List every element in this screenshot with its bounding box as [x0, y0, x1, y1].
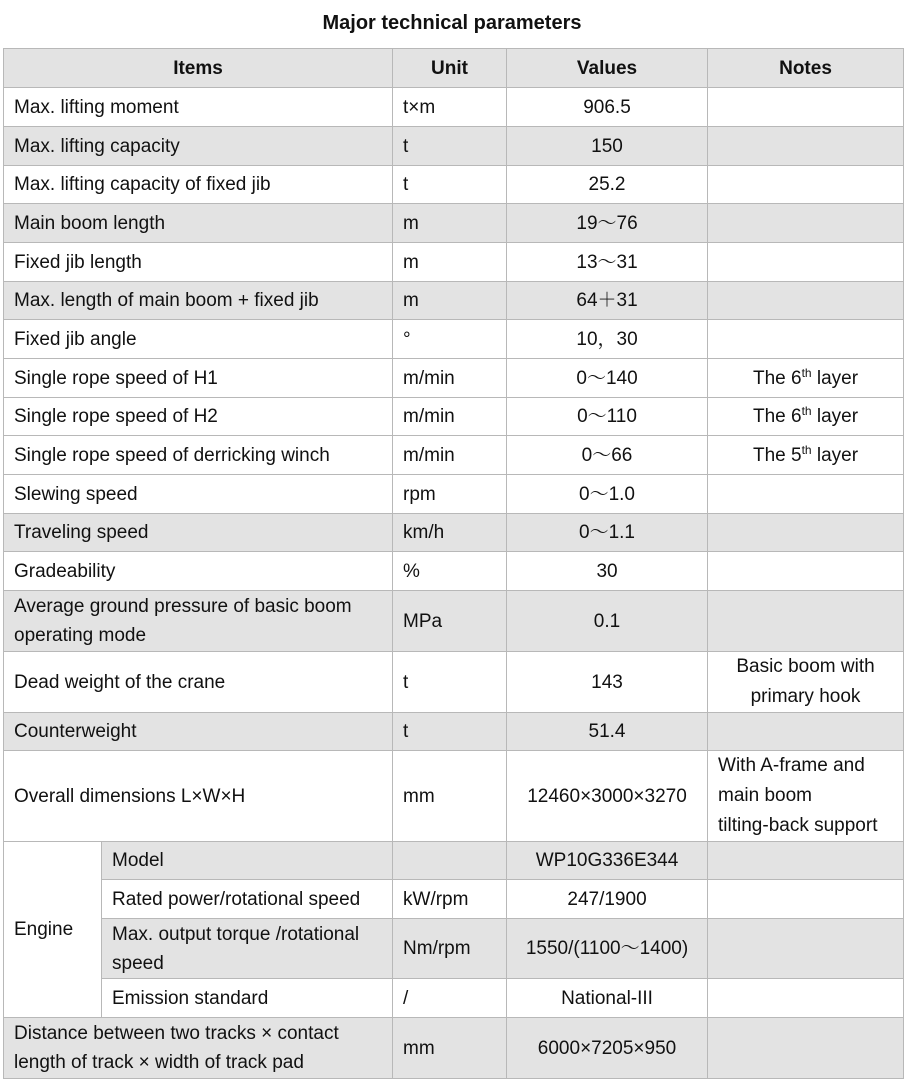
- row-note: [708, 880, 904, 919]
- row-value: WP10G336E344: [507, 842, 708, 880]
- technical-parameters-table: [3, 48, 904, 1079]
- table-row: [4, 751, 904, 842]
- row-note: [708, 204, 904, 243]
- table-row: [4, 282, 904, 320]
- row-note: The 6th layer: [708, 359, 904, 398]
- table-row: [4, 398, 904, 436]
- row-item: Single rope speed of H2: [4, 398, 393, 436]
- row-unit: m/min: [393, 359, 507, 398]
- row-value: 64＋31: [507, 282, 708, 320]
- row-item: Distance between two tracks × contact length of track × width of track pad: [4, 1018, 393, 1079]
- row-value: 25.2: [507, 166, 708, 204]
- table-row: [4, 475, 904, 514]
- page-title: Major technical parameters: [322, 12, 582, 34]
- table-row: [4, 320, 904, 359]
- table-row: [4, 652, 904, 713]
- row-value: National-III: [507, 979, 708, 1018]
- row-note: With A-frame and main boom tilting-back support: [708, 751, 904, 842]
- table-row: [4, 88, 904, 127]
- row-item: Max. output torque /rotational speed: [102, 919, 393, 979]
- table-row: [4, 713, 904, 751]
- row-value: 150: [507, 127, 708, 166]
- row-unit: m: [393, 204, 507, 243]
- row-unit: mm: [393, 1018, 507, 1079]
- engine-group-label: Engine: [4, 842, 102, 1018]
- row-note: [708, 127, 904, 166]
- row-note: [708, 591, 904, 652]
- row-item: Max. length of main boom + fixed jib: [4, 282, 393, 320]
- row-item: Fixed jib length: [4, 243, 393, 282]
- table-row: [4, 204, 904, 243]
- row-item: Main boom length: [4, 204, 393, 243]
- table-row: [4, 1018, 904, 1079]
- row-note: [708, 979, 904, 1018]
- row-note: [708, 282, 904, 320]
- row-item: Max. lifting capacity: [4, 127, 393, 166]
- row-note: The 6th layer: [708, 398, 904, 436]
- row-note: [708, 1018, 904, 1079]
- header-notes: Notes: [708, 49, 904, 88]
- row-value: 0～1.0: [507, 475, 708, 514]
- row-unit: MPa: [393, 591, 507, 652]
- row-item: Fixed jib angle: [4, 320, 393, 359]
- row-note: The 5th layer: [708, 436, 904, 475]
- row-unit: kW/rpm: [393, 880, 507, 919]
- table-row: [4, 552, 904, 591]
- table-row: [4, 359, 904, 398]
- row-note: [708, 475, 904, 514]
- row-unit: °: [393, 320, 507, 359]
- row-unit: Nm/rpm: [393, 919, 507, 979]
- row-unit: t: [393, 166, 507, 204]
- row-value: 0～110: [507, 398, 708, 436]
- table-row: [4, 591, 904, 652]
- row-unit: t×m: [393, 88, 507, 127]
- row-note: [708, 166, 904, 204]
- row-note: [708, 552, 904, 591]
- row-item: Average ground pressure of basic boom operating mode: [4, 591, 393, 652]
- row-note: [708, 88, 904, 127]
- row-item: Overall dimensions L×W×H: [4, 751, 393, 842]
- row-note: [708, 919, 904, 979]
- row-unit: m: [393, 243, 507, 282]
- row-unit: %: [393, 552, 507, 591]
- table-row: [4, 842, 904, 880]
- row-value: 51.4: [507, 713, 708, 751]
- row-value: 19～76: [507, 204, 708, 243]
- row-value: 143: [507, 652, 708, 713]
- row-unit: /: [393, 979, 507, 1018]
- row-value: 0～66: [507, 436, 708, 475]
- row-value: 13～31: [507, 243, 708, 282]
- row-unit: mm: [393, 751, 507, 842]
- row-note: [708, 243, 904, 282]
- row-note: [708, 514, 904, 552]
- row-unit: m: [393, 282, 507, 320]
- row-value: 10，30: [507, 320, 708, 359]
- row-item: Dead weight of the crane: [4, 652, 393, 713]
- row-item: Max. lifting moment: [4, 88, 393, 127]
- table-row: [4, 979, 904, 1018]
- table-row: [4, 127, 904, 166]
- table-row: [4, 166, 904, 204]
- row-value: 12460×3000×3270: [507, 751, 708, 842]
- row-item: Emission standard: [102, 979, 393, 1018]
- row-unit: t: [393, 713, 507, 751]
- table-row: [4, 436, 904, 475]
- table-row: [4, 919, 904, 979]
- row-value: 6000×7205×950: [507, 1018, 708, 1079]
- row-note: [708, 713, 904, 751]
- row-value: 247/1900: [507, 880, 708, 919]
- row-unit: m/min: [393, 436, 507, 475]
- row-item: Single rope speed of derricking winch: [4, 436, 393, 475]
- header-unit: Unit: [393, 49, 507, 88]
- row-note: Basic boom with primary hook: [708, 652, 904, 713]
- header-values: Values: [507, 49, 708, 88]
- table-row: [4, 880, 904, 919]
- row-unit: rpm: [393, 475, 507, 514]
- row-value: 1550/(1100～1400): [507, 919, 708, 979]
- table-row: [4, 514, 904, 552]
- row-note: [708, 842, 904, 880]
- row-item: Counterweight: [4, 713, 393, 751]
- row-item: Gradeability: [4, 552, 393, 591]
- row-item: Max. lifting capacity of fixed jib: [4, 166, 393, 204]
- row-item: Rated power/rotational speed: [102, 880, 393, 919]
- row-item: Model: [102, 842, 393, 880]
- row-note: [708, 320, 904, 359]
- row-value: 906.5: [507, 88, 708, 127]
- row-value: 30: [507, 552, 708, 591]
- table-header-row: [4, 49, 904, 88]
- row-unit: [393, 842, 507, 880]
- row-unit: t: [393, 652, 507, 713]
- table-row: [4, 243, 904, 282]
- row-unit: km/h: [393, 514, 507, 552]
- row-value: 0.1: [507, 591, 708, 652]
- row-unit: t: [393, 127, 507, 166]
- row-item: Single rope speed of H1: [4, 359, 393, 398]
- row-item: Traveling speed: [4, 514, 393, 552]
- row-value: 0～1.1: [507, 514, 708, 552]
- row-unit: m/min: [393, 398, 507, 436]
- header-items: Items: [4, 49, 393, 88]
- row-item: Slewing speed: [4, 475, 393, 514]
- row-value: 0～140: [507, 359, 708, 398]
